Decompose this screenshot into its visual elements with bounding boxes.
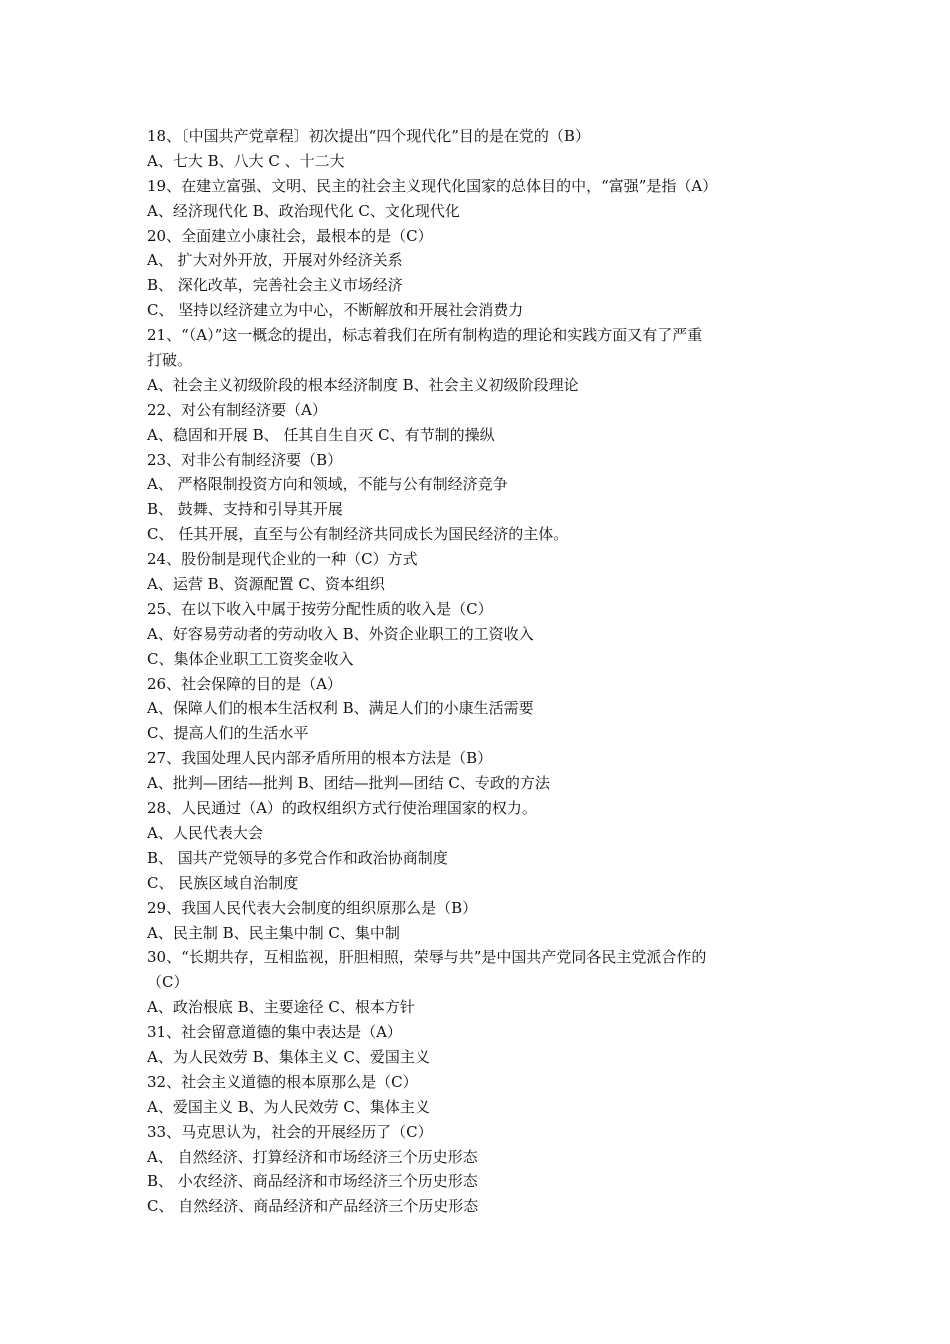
text-line: （C）: [147, 973, 189, 992]
text-line: 25、在以下收入中属于按劳分配性质的收入是（C）: [147, 599, 493, 618]
text-line: 20、全面建立小康社会，最根本的是（C）: [147, 226, 433, 245]
text-line: A、人民代表大会: [147, 823, 263, 842]
text-line: 26、社会保障的目的是（A）: [147, 674, 342, 693]
text-line: 23、对非公有制经济要（B）: [147, 450, 343, 469]
text-line: C、提高人们的生活水平: [147, 724, 309, 743]
text-line: 24、股份制是现代企业的一种（C）方式: [147, 550, 418, 569]
text-line: 27、我国处理人民内部矛盾所用的根本方法是（B）: [147, 749, 493, 768]
text-line: 19、在建立富强、文明、民主的社会主义现代化国家的总体目的中，“富强”是指（A）: [147, 176, 718, 195]
text-line: A、运营 B、资源配置 C、资本组织: [147, 575, 385, 594]
text-line: 21、“（A）”这一概念的提出，标志着我们在所有制构造的理论和实践方面又有了严重: [147, 326, 703, 345]
text-line: A、 自然经济、打算经济和市场经济三个历史形态: [147, 1147, 478, 1166]
text-line: A、社会主义初级阶段的根本经济制度 B、社会主义初级阶段理论: [147, 375, 579, 394]
text-line: B、 小农经济、商品经济和市场经济三个历史形态: [147, 1172, 478, 1191]
text-line: 18、〔中国共产党章程〕初次提出“四个现代化”目的是在党的（B）: [147, 127, 590, 145]
text-line: A、政治根底 B、主要途径 C、根本方针: [147, 998, 415, 1017]
text-line: A、批判—团结—批判 B、团结—批判—团结 C、专政的方法: [147, 774, 550, 793]
text-line: C、集体企业职工工资奖金收入: [147, 649, 354, 668]
text-line: A、经济现代化 B、政治现代化 C、文化现代化: [147, 201, 460, 220]
text-line: A、保障人们的根本生活权利 B、满足人们的小康生活需要: [147, 699, 534, 718]
text-line: 22、对公有制经济要（A）: [147, 400, 327, 419]
text-line: C、 自然经济、商品经济和产品经济三个历史形态: [147, 1197, 479, 1216]
text-line: C、 坚持以经济建立为中心，不断解放和开展社会消费力: [147, 301, 524, 320]
text-line: A、为人民效劳 B、集体主义 C、爱国主义: [147, 1047, 430, 1066]
text-line: A、七大 B、八大 C 、十二大: [147, 151, 345, 170]
text-line: C、 民族区域自治制度: [147, 873, 299, 892]
text-line: B、 鼓舞、支持和引导其开展: [147, 500, 343, 519]
text-line: A、稳固和开展 B、 任其自生自灭 C、有节制的操纵: [147, 425, 495, 444]
text-line: 28、人民通过（A）的政权组织方式行使治理国家的权力。: [147, 799, 537, 818]
text-line: 30、“长期共存，互相监视，肝胆相照，荣辱与共”是中国共产党同各民主党派合作的: [147, 948, 707, 967]
text-line: A、好容易劳动者的劳动收入 B、外资企业职工的工资收入: [147, 624, 534, 643]
text-line: A、 扩大对外开放，开展对外经济关系: [147, 251, 403, 270]
text-line: B、 深化改革，完善社会主义市场经济: [147, 276, 403, 295]
text-line: B、 国共产党领导的多党合作和政治协商制度: [147, 848, 448, 867]
text-line: 32、社会主义道德的根本原那么是（C）: [147, 1072, 418, 1091]
question-list: [147, 124, 817, 1219]
text-line: C、 任其开展，直至与公有制经济共同成长为国民经济的主体。: [147, 525, 569, 544]
text-line: 打破。: [147, 351, 193, 370]
text-line: A、 严格限制投资方向和领域，不能与公有制经济竞争: [147, 475, 508, 494]
text-line: 31、社会留意道德的集中表达是（A）: [147, 1023, 402, 1042]
text-line: A、民主制 B、民主集中制 C、集中制: [147, 923, 400, 942]
text-line: A、爱国主义 B、为人民效劳 C、集体主义: [147, 1097, 430, 1116]
text-line: 29、我国人民代表大会制度的组织原那么是（B）: [147, 898, 478, 917]
text-line: 33、马克思认为，社会的开展经历了（C）: [147, 1122, 433, 1141]
